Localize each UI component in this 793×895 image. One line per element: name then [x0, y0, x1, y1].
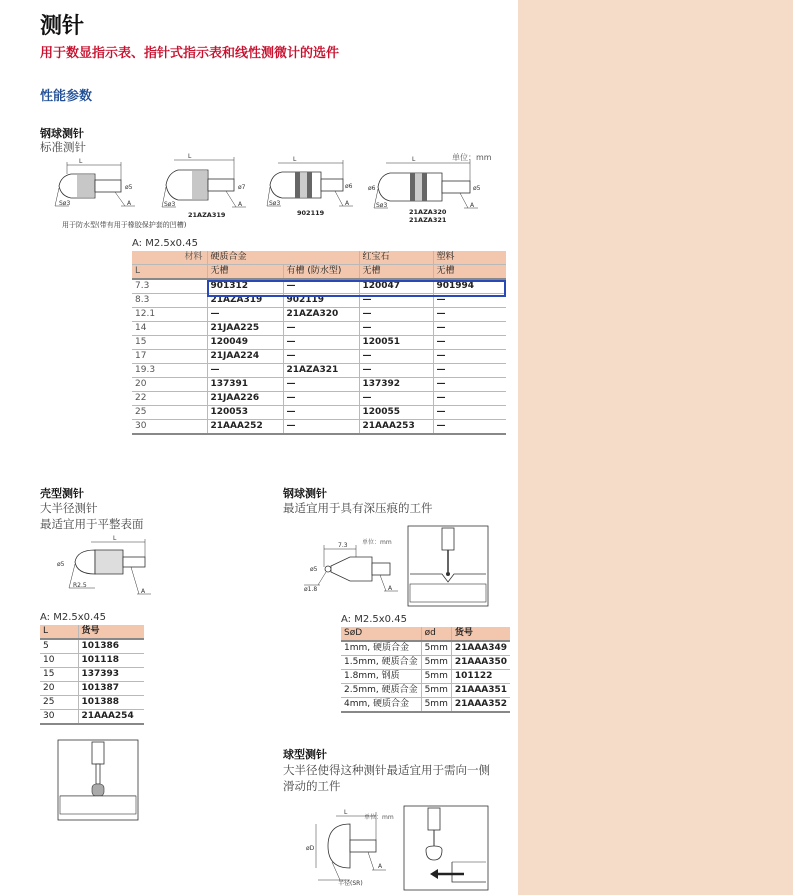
part-number-cell: 21AZA319	[207, 294, 283, 308]
fig2-sphere: Sø3	[164, 201, 176, 208]
length-cell: 15	[132, 336, 207, 350]
stylus-drawing-2	[160, 155, 255, 215]
steel-ball-table	[132, 251, 506, 435]
fig2-d7: ø7	[238, 184, 246, 191]
table-row	[132, 308, 506, 322]
steel-ball-title: 钢球测针	[40, 127, 84, 140]
fig4-A: A	[470, 202, 475, 209]
ball-type-stylus-drawing	[298, 806, 408, 888]
thread-spec: A: M2.5x0.45	[132, 238, 198, 249]
part-number-cell: —	[433, 406, 506, 420]
part-number-cell: —	[207, 364, 283, 378]
steel-ball2-line1: 最适宜用于具有深压痕的工件	[283, 501, 433, 515]
part-number-cell: 21AAA350	[451, 656, 510, 670]
L-label: L	[132, 265, 207, 280]
part-number-cell: 21JAA226	[207, 392, 283, 406]
sb2-fig-len: 7.3	[338, 542, 348, 549]
ball-type-usage-drawing	[404, 806, 488, 890]
length-cell: 8.3	[132, 294, 207, 308]
part-number-cell: —	[433, 336, 506, 350]
part-number-cell: 21AAA252	[207, 420, 283, 435]
steel-ball2-title: 钢球测针	[283, 487, 327, 500]
ball-spec-cell: 2.5mm, 硬质合金	[341, 684, 421, 698]
diameter-cell: 5mm	[421, 656, 451, 670]
part-number-cell: 21AZA320	[283, 308, 359, 322]
ball-spec-cell: 1.5mm, 硬质合金	[341, 656, 421, 670]
table-row	[132, 420, 506, 435]
part-number-cell: —	[433, 364, 506, 378]
subhead-ruby-no-groove: 无槽	[359, 265, 433, 280]
shell-head-part: 货号	[78, 625, 144, 639]
shell-usage-drawing	[58, 740, 138, 820]
fig4-sphere: Sø3	[376, 202, 388, 209]
table-row	[341, 656, 510, 670]
steel-ball-subtitle: 标准测针	[40, 140, 86, 154]
model-902119: 902119	[297, 209, 325, 217]
part-number-cell: 21AAA254	[78, 710, 144, 725]
shell-line1: 大半径测针	[40, 501, 98, 515]
table-row	[341, 641, 510, 656]
shell-fig-A: A	[141, 588, 146, 595]
diameter-cell: 5mm	[421, 641, 451, 656]
diameter-cell: 5mm	[421, 684, 451, 698]
material-label: 材料	[132, 251, 207, 265]
fig3-d6: ø6	[345, 183, 353, 190]
shell-fig-r: R2.5	[73, 582, 87, 589]
ball-fig-r: 半径(SR)	[338, 880, 363, 887]
part-number-cell: 101386	[78, 639, 144, 654]
shell-table-header	[40, 625, 144, 639]
shell-fig-d5: ø5	[57, 561, 65, 568]
part-number-cell: —	[283, 406, 359, 420]
unit-label: 单位：mm	[452, 153, 492, 162]
ball-spec-cell: 1.8mm, 钢质	[341, 670, 421, 684]
fig2-A: A	[238, 201, 243, 208]
length-cell: 30	[132, 420, 207, 435]
part-number-cell: 21JAA224	[207, 350, 283, 364]
part-number-cell: —	[283, 378, 359, 392]
waterproof-note: 用于防水型(带有用于橡胶保护套的凹槽)	[62, 221, 187, 229]
part-number-cell: 137391	[207, 378, 283, 392]
fig1-L: L	[79, 158, 83, 165]
part-number-cell: 901994	[433, 279, 506, 294]
row-highlight-box	[207, 280, 506, 297]
model-21aza320: 21AZA320	[409, 208, 447, 216]
part-number-cell: 120049	[207, 336, 283, 350]
part-number-cell: —	[433, 350, 506, 364]
part-number-cell: —	[359, 322, 433, 336]
fig1-A: A	[127, 200, 132, 207]
page-subtitle: 用于数显指示表、指针式指示表和线性测微计的选件	[40, 46, 340, 61]
sb2-fig-d18: ø1.8	[304, 586, 318, 593]
table-row	[341, 698, 510, 713]
diameter-cell: 5mm	[421, 670, 451, 684]
part-number-cell: —	[359, 364, 433, 378]
length-cell: 19.3	[132, 364, 207, 378]
length-cell: 17	[132, 350, 207, 364]
model-21aza319: 21AZA319	[188, 211, 226, 219]
fig1-d5: ø5	[125, 184, 133, 191]
part-number-cell: —	[359, 294, 433, 308]
shell-fig-L: L	[113, 535, 117, 542]
part-number-cell: 21JAA225	[207, 322, 283, 336]
sb2-head-sod: SøD	[341, 627, 421, 641]
part-number-cell: —	[283, 279, 359, 294]
part-number-cell: 902119	[283, 294, 359, 308]
sb2-fig-unit: 单位：mm	[362, 539, 392, 546]
part-number-cell: 21AAA349	[451, 641, 510, 656]
part-number-cell: —	[283, 392, 359, 406]
stylus-drawing-3	[265, 158, 360, 213]
table-row	[40, 710, 144, 725]
ball-fig-unit: 单位：mm	[364, 814, 394, 821]
fig1-sphere: Sø3	[59, 200, 71, 207]
length-cell: 20	[40, 682, 78, 696]
part-number-cell: —	[433, 378, 506, 392]
shell-spec: A: M2.5x0.45	[40, 612, 106, 623]
part-number-cell: —	[359, 392, 433, 406]
fig3-L: L	[293, 156, 297, 163]
fig4-d5: ø5	[473, 185, 481, 192]
part-number-cell: 21AAA253	[359, 420, 433, 435]
length-cell: 14	[132, 322, 207, 336]
part-number-cell: 21AZA321	[283, 364, 359, 378]
part-number-cell: 120047	[359, 279, 433, 294]
table-subheader-row	[132, 265, 506, 280]
table-header-row	[132, 251, 506, 265]
table-row	[40, 668, 144, 682]
side-panel	[518, 0, 793, 895]
ball-fig-A: A	[378, 863, 383, 870]
part-number-cell: —	[283, 350, 359, 364]
part-number-cell: 120051	[359, 336, 433, 350]
part-number-cell: 120053	[207, 406, 283, 420]
ball-fig-d: øD	[306, 845, 315, 852]
steel-ball2-stylus-drawing	[300, 535, 400, 595]
length-cell: 20	[132, 378, 207, 392]
table-row	[341, 684, 510, 698]
length-cell: 30	[40, 710, 78, 725]
part-number-cell: 21AAA352	[451, 698, 510, 713]
ball-spec-cell: 4mm, 硬质合金	[341, 698, 421, 713]
length-cell: 25	[40, 696, 78, 710]
part-number-cell: —	[433, 420, 506, 435]
part-number-cell: —	[359, 308, 433, 322]
table-row	[132, 392, 506, 406]
part-number-cell: 101388	[78, 696, 144, 710]
part-number-cell: —	[283, 322, 359, 336]
table-row	[40, 682, 144, 696]
sb2-head-part: 货号	[451, 627, 510, 641]
table-row	[132, 406, 506, 420]
page-title: 测针	[40, 14, 85, 39]
length-cell: 12.1	[132, 308, 207, 322]
part-number-cell: —	[433, 322, 506, 336]
part-number-cell: —	[283, 336, 359, 350]
shell-head-L: L	[40, 625, 78, 639]
ball-type-line1: 大半径使得这种测针最适宜用于需向一侧	[283, 763, 490, 777]
ball-spec-cell: 1mm, 硬质合金	[341, 641, 421, 656]
sb2-fig-A: A	[388, 585, 393, 592]
table-row	[341, 670, 510, 684]
part-number-cell: —	[433, 294, 506, 308]
length-cell: 15	[40, 668, 78, 682]
part-number-cell: 120055	[359, 406, 433, 420]
shell-line2: 最适宜用于平整表面	[40, 517, 144, 531]
part-number-cell: —	[433, 392, 506, 406]
part-number-cell: —	[207, 308, 283, 322]
part-number-cell: 101118	[78, 654, 144, 668]
subhead-groove: 有槽 (防水型)	[283, 265, 359, 280]
steel-ball2-table	[341, 627, 510, 713]
diameter-cell: 5mm	[421, 698, 451, 713]
table-row	[132, 336, 506, 350]
material-carbide: 硬质合金	[207, 251, 359, 265]
part-number-cell: 101387	[78, 682, 144, 696]
steel-ball2-usage-drawing	[408, 526, 488, 606]
length-cell: 22	[132, 392, 207, 406]
material-plastic: 塑料	[433, 251, 506, 265]
subhead-no-groove: 无槽	[207, 265, 283, 280]
part-number-cell: 137392	[359, 378, 433, 392]
table-row	[132, 350, 506, 364]
table-row	[132, 322, 506, 336]
shell-table	[40, 625, 144, 725]
fig3-sphere: Sø3	[269, 200, 281, 207]
part-number-cell: —	[433, 308, 506, 322]
ball-fig-L: L	[344, 809, 348, 816]
part-number-cell: 901312	[207, 279, 283, 294]
shell-title: 壳型测针	[40, 487, 84, 500]
steel-ball2-spec: A: M2.5x0.45	[341, 614, 407, 625]
fig4-L: L	[412, 156, 416, 163]
sb2-head-od: ød	[421, 627, 451, 641]
part-number-cell: 137393	[78, 668, 144, 682]
material-ruby: 红宝石	[359, 251, 433, 265]
table-row	[40, 696, 144, 710]
section-heading: 性能参数	[40, 89, 93, 104]
table-row	[132, 378, 506, 392]
ball-type-title: 球型测针	[283, 748, 327, 761]
table-row	[132, 364, 506, 378]
stylus-drawing-1	[55, 160, 145, 215]
table-row	[40, 639, 144, 654]
steel-ball2-table-header	[341, 627, 510, 641]
subhead-plastic-no-groove: 无槽	[433, 265, 506, 280]
part-number-cell: 101122	[451, 670, 510, 684]
length-cell: 7.3	[132, 279, 207, 294]
part-number-cell: 21AAA351	[451, 684, 510, 698]
length-cell: 5	[40, 639, 78, 654]
ball-type-line2: 滑动的工件	[283, 779, 341, 793]
fig3-A: A	[345, 200, 350, 207]
part-number-cell: —	[283, 420, 359, 435]
part-number-cell: —	[359, 350, 433, 364]
length-cell: 25	[132, 406, 207, 420]
sb2-fig-d5: ø5	[310, 566, 318, 573]
table-row	[40, 654, 144, 668]
fig4-d6: ø6	[368, 185, 376, 192]
length-cell: 10	[40, 654, 78, 668]
shell-stylus-drawing	[55, 535, 155, 598]
fig2-L: L	[188, 153, 192, 160]
model-21aza321: 21AZA321	[409, 216, 447, 224]
